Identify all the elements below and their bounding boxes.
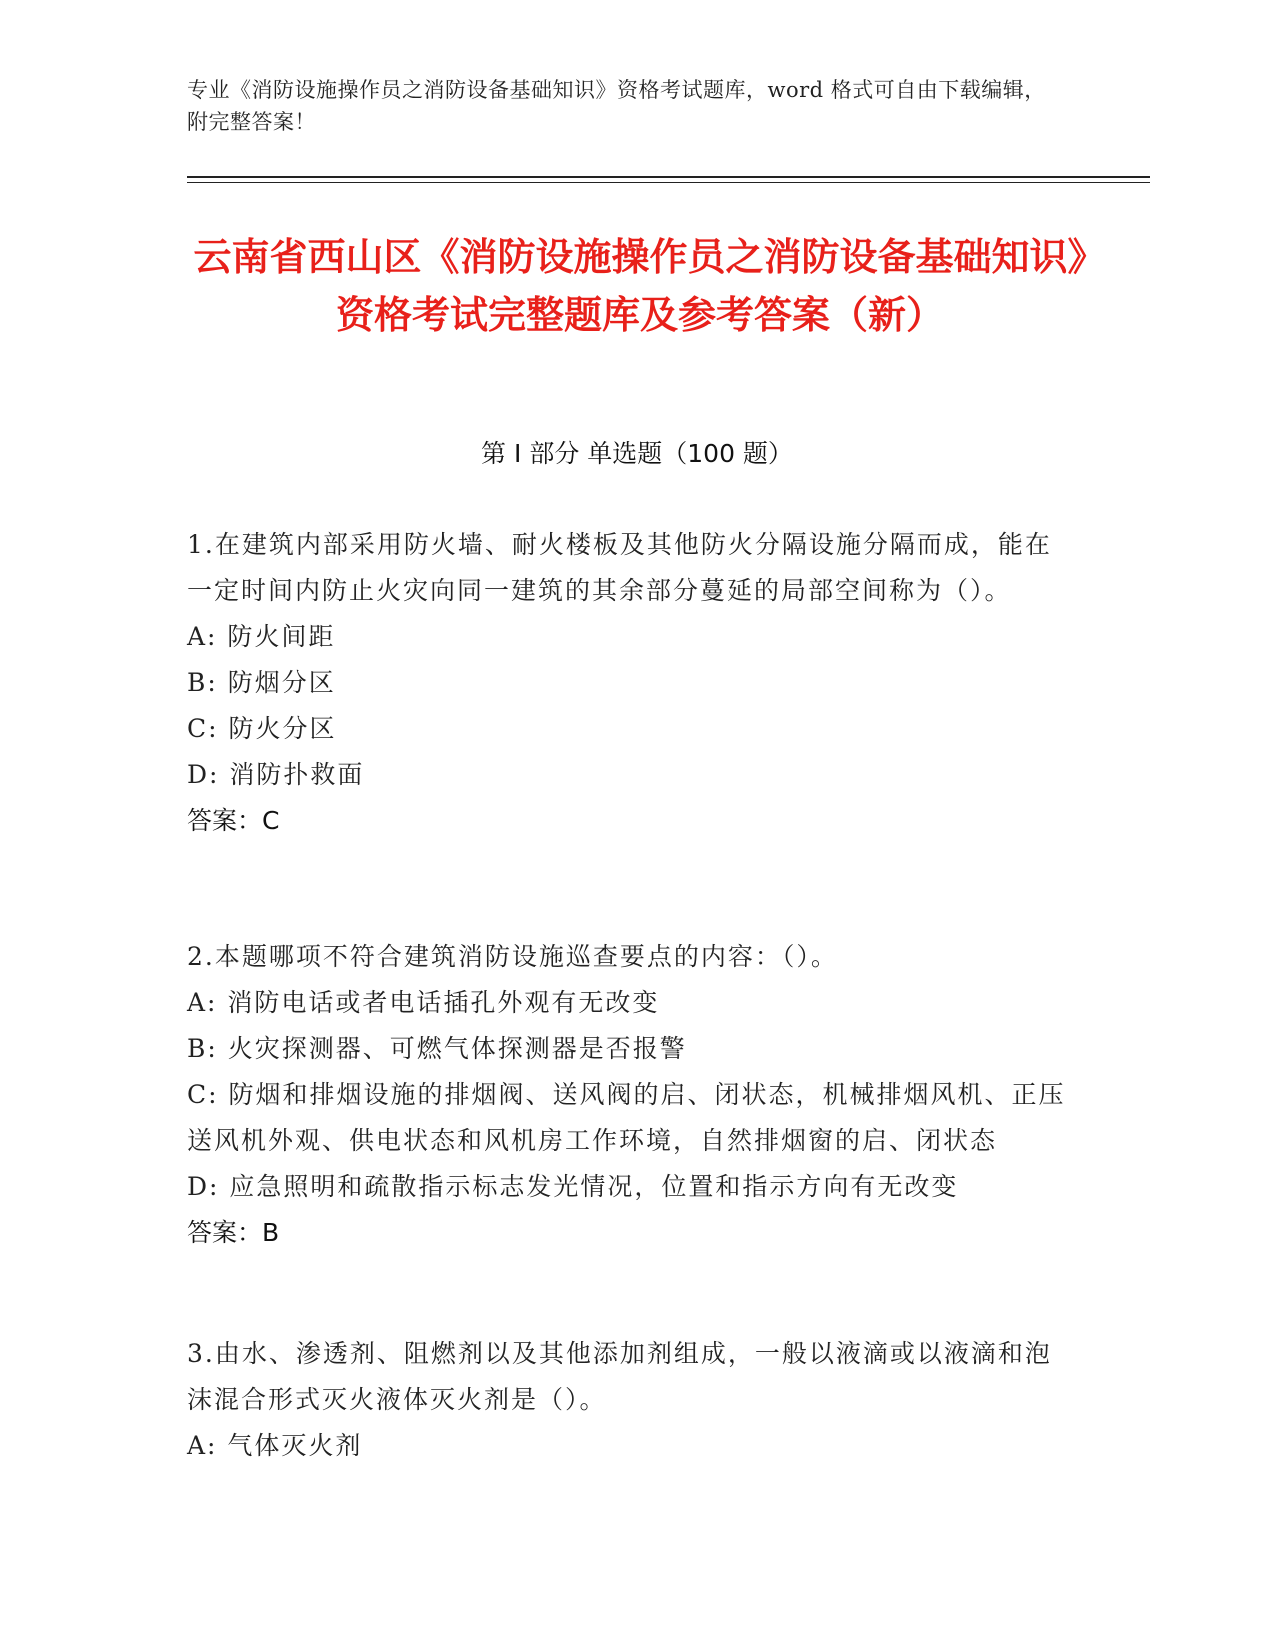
option-d: D: 应急照明和疏散指示标志发光情况，位置和指示方向有无改变 [187, 1172, 959, 1201]
option-a: A: 消防电话或者电话插孔外观有无改变 [187, 988, 660, 1017]
question-3 [187, 1331, 1067, 1469]
question-stem: 2.本题哪项不符合建筑消防设施巡查要点的内容：（）。 [187, 942, 838, 971]
answer: 答案：C [187, 806, 280, 835]
option-a: A: 气体灭火剂 [187, 1431, 363, 1460]
option-c: C: 防烟和排烟设施的排烟阀、送风阀的启、闭状态，机械排烟风机、正压送风机外观、供电状态和风机房工作环境，自然排烟窗的启、闭状态 [187, 1080, 1066, 1155]
section-title: 第 I 部分 单选题（100 题） [481, 439, 793, 468]
question-stem: 3.由水、渗透剂、阻燃剂以及其他添加剂组成，一般以液滴或以液滴和泡沫混合形式灭火液体灭火剂是（）。 [187, 1339, 1052, 1414]
option-b: B: 火灾探测器、可燃气体探测器是否报警 [187, 1034, 687, 1063]
option-d: D: 消防扑救面 [187, 760, 365, 789]
question-2 [187, 934, 1067, 1256]
option-a: A: 防火间距 [187, 622, 336, 651]
answer: 答案：B [187, 1218, 280, 1247]
question-stem: 1.在建筑内部采用防火墙、耐火楼板及其他防火分隔设施分隔而成，能在一定时间内防止火灾向同一建筑的其余部分蔓延的局部空间称为（）。 [187, 530, 1052, 605]
option-c: C: 防火分区 [187, 714, 337, 743]
document-title: 云南省西山区《消防设施操作员之消防设备基础知识》资格考试完整题库及参考答案（新） [193, 235, 1087, 337]
question-1 [187, 522, 1067, 844]
header-divider-thin [187, 182, 1150, 183]
option-b: B: 防烟分区 [187, 668, 336, 697]
header-note: 专业《消防设施操作员之消防设备基础知识》资格考试题库，word 格式可自由下载编辑，附完整答案！ [187, 78, 1046, 134]
header-divider-thick [187, 176, 1150, 178]
